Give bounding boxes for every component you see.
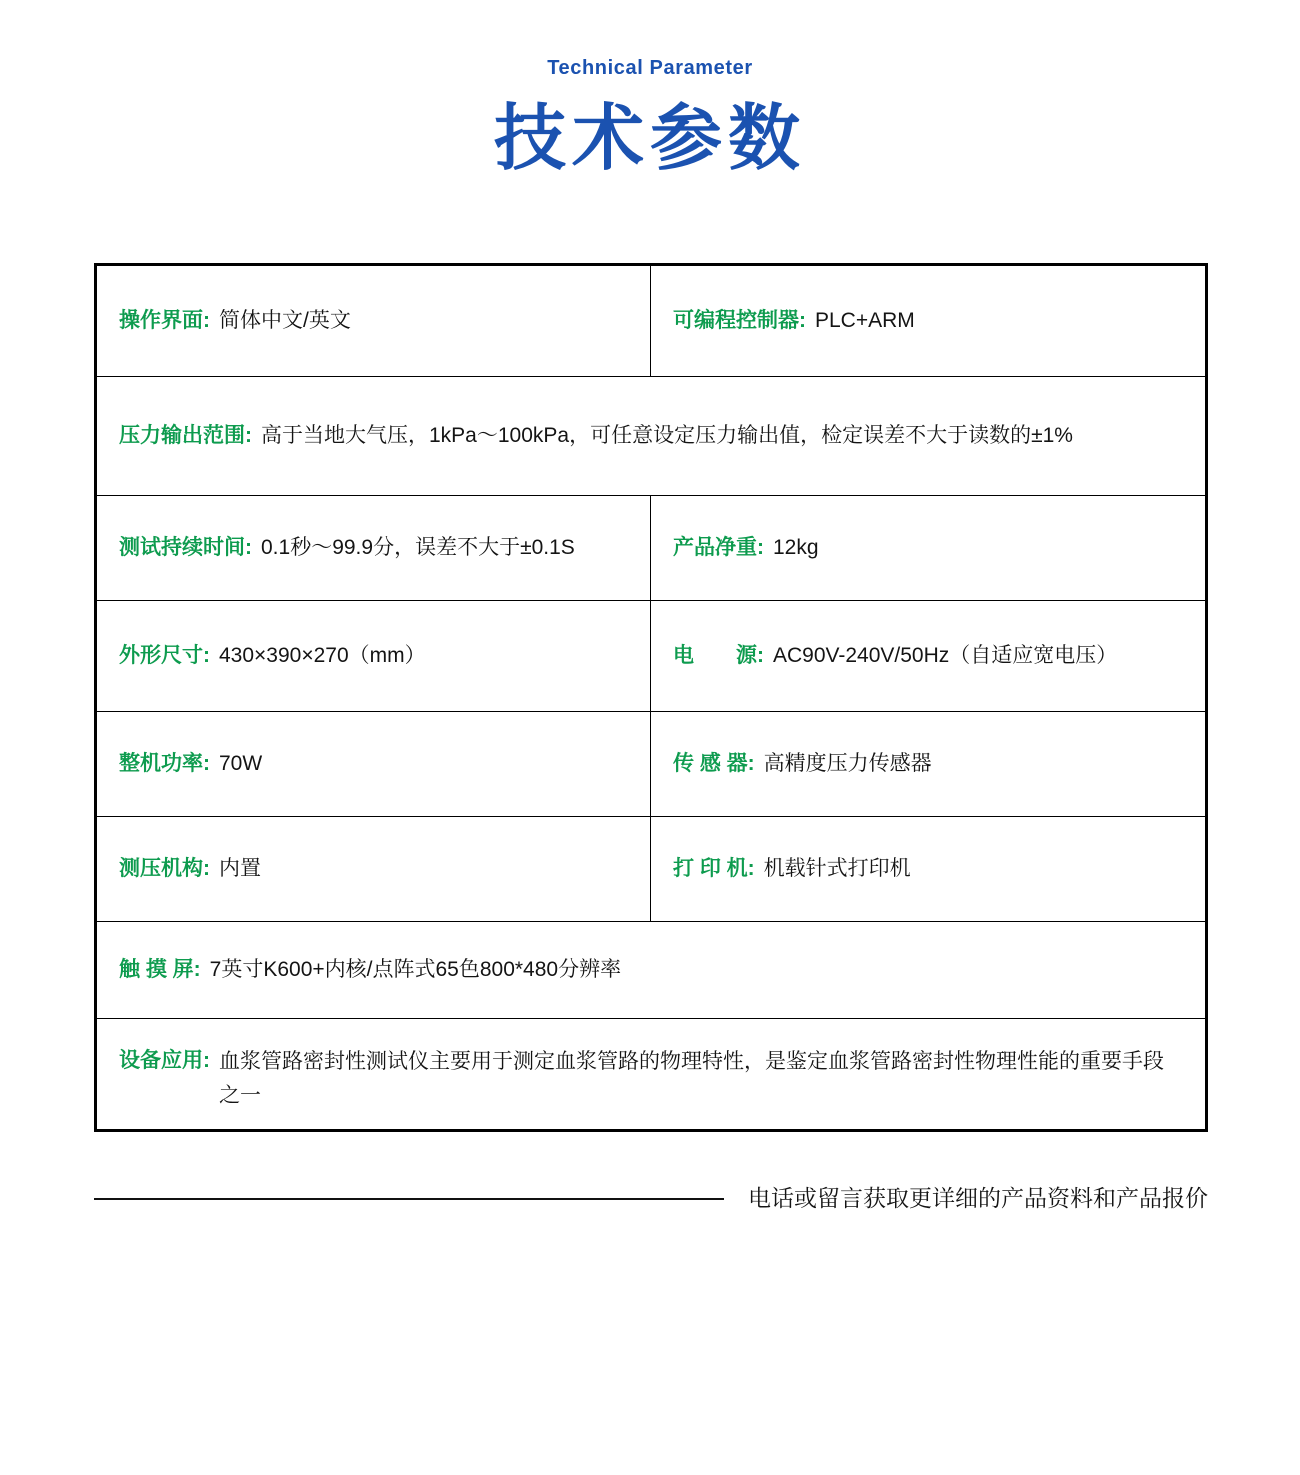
spec-item (119, 532, 575, 565)
spec-value: 高于当地大气压，1kPa～100kPa，可任意设定压力输出值，检定误差不大于读数的±1% (261, 423, 1073, 447)
spec-key: 测压机构: (119, 856, 210, 880)
spec-cell-touch-screen (97, 922, 1205, 1018)
spec-key: 设备应用: (119, 1049, 210, 1072)
spec-item (119, 853, 261, 886)
spec-item (119, 420, 1073, 453)
footer-note: 电话或留言获取更详细的产品资料和产品报价 (748, 1185, 1208, 1211)
spec-cell-sensor (651, 712, 1205, 816)
page-title: 技术参数 (493, 99, 806, 179)
spec-item (673, 640, 1117, 673)
spec-key: 操作界面: (119, 308, 210, 332)
spec-value: 机载针式打印机 (763, 856, 911, 880)
table-row (97, 496, 1205, 601)
table-row (97, 922, 1205, 1019)
table-row (97, 377, 1205, 496)
spec-value: 高精度压力传感器 (763, 751, 932, 775)
spec-value: 内置 (219, 856, 261, 880)
spec-value: 70W (219, 751, 263, 775)
spec-item (673, 748, 932, 781)
page-subtitle-en: Technical Parameter (547, 57, 753, 79)
spec-key: 压力输出范围: (119, 423, 252, 447)
spec-key: 打 印 机: (673, 856, 755, 880)
spec-cell-net-weight (651, 496, 1205, 600)
spec-item (119, 954, 621, 987)
spec-value: AC90V-240V/50Hz（自适应宽电压） (773, 643, 1118, 667)
spec-item (119, 748, 262, 781)
spec-value: 简体中文/英文 (219, 308, 351, 332)
spec-key: 外形尺寸: (119, 643, 210, 667)
spec-item (673, 853, 911, 886)
footer-note-bar (94, 1180, 1208, 1213)
spec-cell-total-power (97, 712, 651, 816)
spec-value: 0.1秒～99.9分，误差不大于±0.1S (261, 535, 575, 559)
spec-value: 12kg (773, 535, 819, 559)
spec-cell-power-supply (651, 601, 1205, 711)
table-row (97, 601, 1205, 712)
spec-cell-device-application (97, 1019, 1205, 1129)
spec-cell-printer (651, 817, 1205, 921)
spec-cell-test-duration (97, 496, 651, 600)
spec-item (673, 305, 915, 338)
spec-value: 430×390×270（mm） (219, 643, 426, 667)
spec-key: 传 感 器: (673, 751, 755, 775)
spec-key: 产品净重: (673, 535, 764, 559)
table-row (97, 266, 1205, 377)
spec-item (673, 532, 819, 565)
specification-table (94, 263, 1208, 1132)
spec-value: 7英寸K600+内核/点阵式65色800*480分辨率 (209, 957, 622, 981)
table-row (97, 712, 1205, 817)
spec-key: 可编程控制器: (673, 308, 806, 332)
table-row (97, 1019, 1205, 1129)
spec-key: 触 摸 屏: (119, 957, 201, 981)
spec-cell-pressure-mechanism (97, 817, 651, 921)
spec-cell-controller (651, 266, 1205, 376)
page-header (0, 0, 1300, 179)
spec-cell-pressure-output-range (97, 377, 1205, 495)
spec-key: 电 源: (673, 643, 764, 667)
spec-value: 血浆管路密封性测试仪主要用于测定血浆管路的物理特性，是鉴定血浆管路密封性物理性能的重要手段之一 (219, 1050, 1164, 1108)
spec-value: PLC+ARM (815, 308, 915, 332)
spec-item (119, 305, 351, 338)
spec-cell-dimensions (97, 601, 651, 711)
spec-cell-operation-interface (97, 266, 651, 376)
spec-item (119, 640, 426, 673)
footer-divider (94, 1198, 724, 1200)
table-row (97, 817, 1205, 922)
spec-key: 测试持续时间: (119, 535, 252, 559)
spec-item (119, 1045, 1183, 1113)
spec-key: 整机功率: (119, 751, 210, 775)
